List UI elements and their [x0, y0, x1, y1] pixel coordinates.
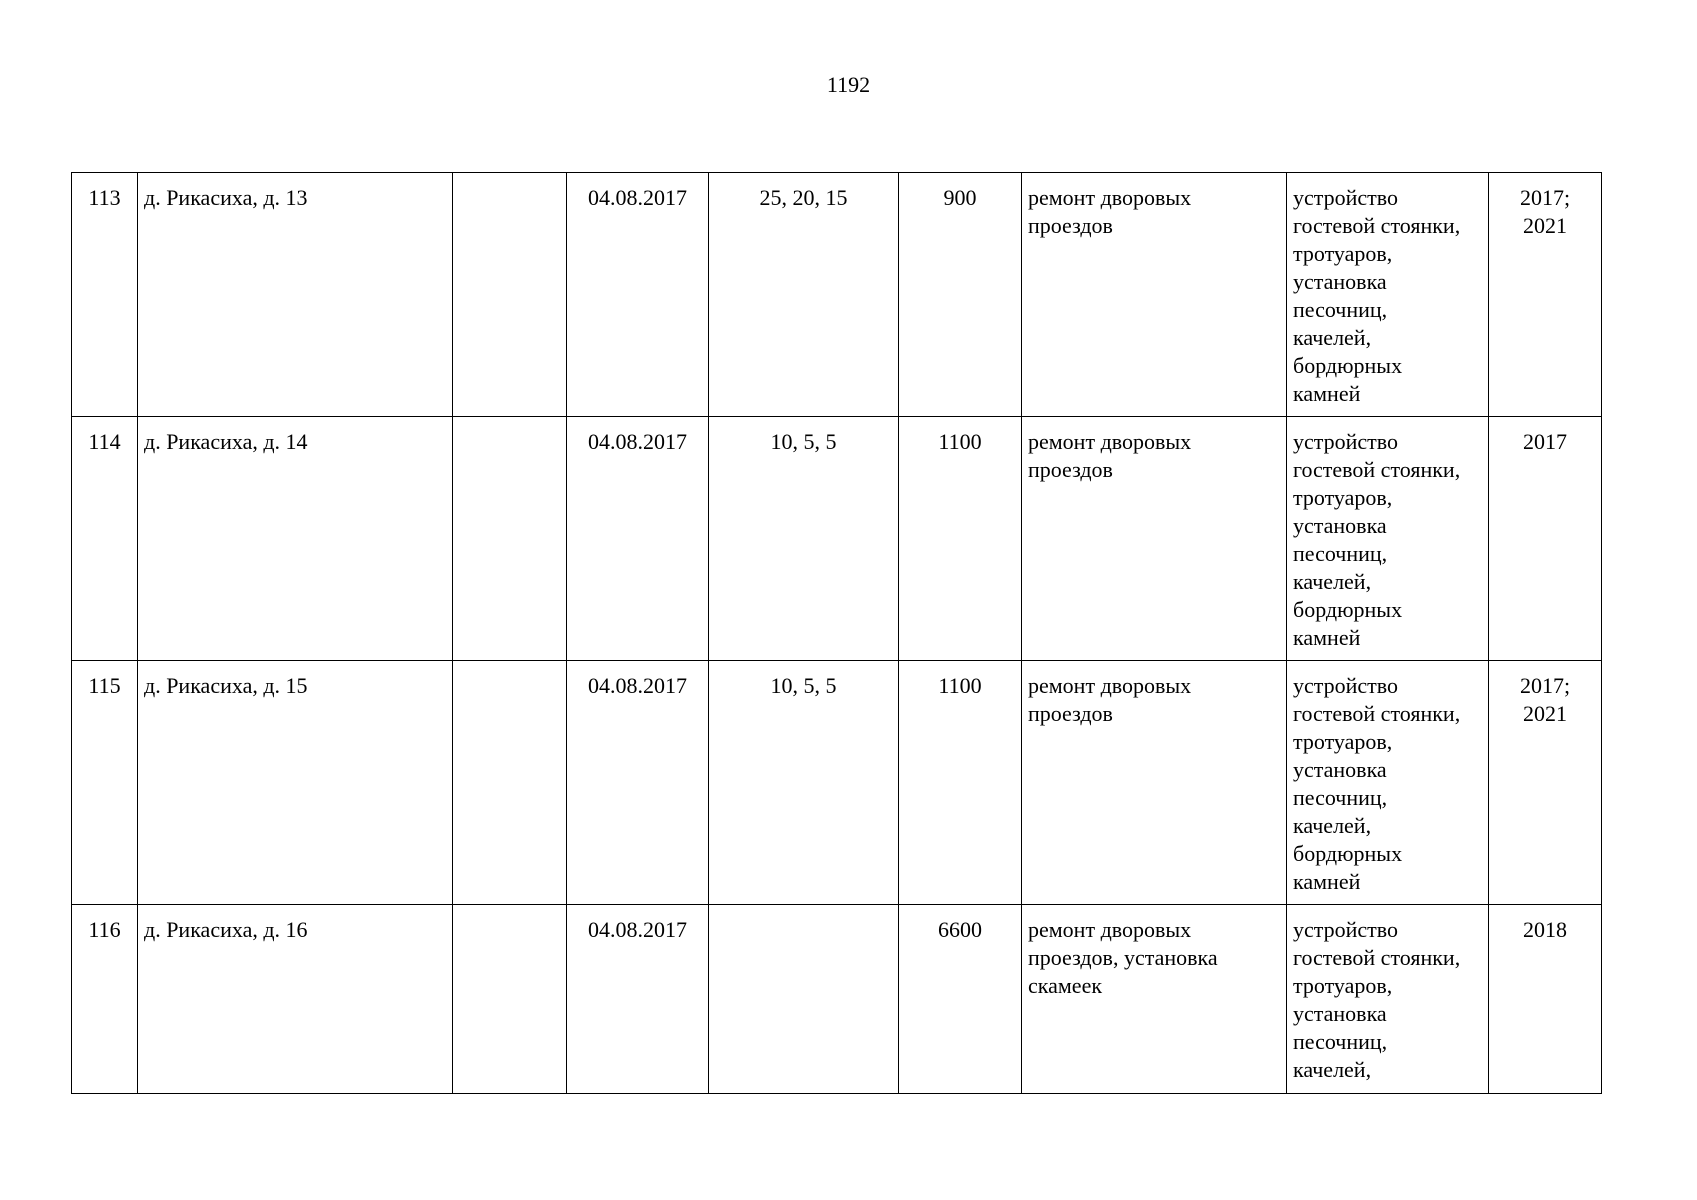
- extra-line: установка: [1293, 513, 1387, 538]
- extra-line: камней: [1293, 869, 1361, 894]
- works-line: проездов: [1028, 457, 1113, 482]
- years-cell: [1489, 661, 1602, 905]
- table-row: [72, 417, 1602, 661]
- extra-line: бордюрных: [1293, 353, 1403, 378]
- works-cell: [1022, 905, 1287, 1094]
- works-line: ремонт дворовых: [1028, 185, 1192, 210]
- extra-line: гостевой стоянки,: [1293, 457, 1461, 482]
- row-number: 113: [72, 173, 138, 417]
- works-cell: [1022, 173, 1287, 417]
- years-line: 2017;: [1519, 185, 1571, 210]
- extra-works-cell: [1287, 173, 1489, 417]
- works-line: ремонт дворовых: [1028, 673, 1192, 698]
- extra-line: тротуаров,: [1293, 241, 1393, 266]
- extra-line: камней: [1293, 625, 1361, 650]
- extra-works-cell: [1287, 417, 1489, 661]
- page-number: 1192: [826, 72, 871, 97]
- improvement-table: [71, 172, 1602, 1094]
- extra-line: бордюрных: [1293, 597, 1403, 622]
- area-cell: 1100: [899, 417, 1022, 661]
- extra-line: бордюрных: [1293, 841, 1403, 866]
- address-cell: д. Рикасиха, д. 15: [138, 661, 453, 905]
- blank-cell: [453, 417, 567, 661]
- extra-line: качелей,: [1293, 1057, 1372, 1082]
- works-line: проездов, установка: [1028, 945, 1218, 970]
- extra-line: песочниц,: [1293, 785, 1388, 810]
- table-row: [72, 905, 1602, 1094]
- extra-works-cell: [1287, 905, 1489, 1094]
- extra-line: качелей,: [1293, 569, 1372, 594]
- blank-cell: [453, 905, 567, 1094]
- row-number: 114: [72, 417, 138, 661]
- address-cell: д. Рикасиха, д. 13: [138, 173, 453, 417]
- table-row: [72, 661, 1602, 905]
- years-line: 2021: [1523, 213, 1567, 238]
- area-cell: 1100: [899, 661, 1022, 905]
- years-line: 2018: [1523, 917, 1567, 942]
- extra-line: качелей,: [1293, 325, 1372, 350]
- works-line: ремонт дворовых: [1028, 429, 1192, 454]
- extra-line: качелей,: [1293, 813, 1372, 838]
- area-cell: 900: [899, 173, 1022, 417]
- dimensions-cell: 10, 5, 5: [709, 417, 899, 661]
- years-line: 2021: [1523, 701, 1567, 726]
- address-cell: д. Рикасиха, д. 14: [138, 417, 453, 661]
- blank-cell: [453, 173, 567, 417]
- extra-line: песочниц,: [1293, 541, 1388, 566]
- extra-line: песочниц,: [1293, 297, 1388, 322]
- row-number: 116: [72, 905, 138, 1094]
- table-body: [72, 173, 1602, 1094]
- row-number: 115: [72, 661, 138, 905]
- dimensions-cell: 10, 5, 5: [709, 661, 899, 905]
- table-row: [72, 173, 1602, 417]
- years-cell: [1489, 905, 1602, 1094]
- extra-line: устройство: [1293, 673, 1399, 698]
- blank-cell: [453, 661, 567, 905]
- extra-line: песочниц,: [1293, 1029, 1388, 1054]
- works-line: проездов: [1028, 701, 1113, 726]
- dimensions-cell: [709, 905, 899, 1094]
- date-cell: 04.08.2017: [567, 173, 709, 417]
- extra-line: установка: [1293, 269, 1387, 294]
- extra-line: тротуаров,: [1293, 973, 1393, 998]
- works-line: проездов: [1028, 213, 1113, 238]
- works-line: ремонт дворовых: [1028, 917, 1192, 942]
- extra-line: тротуаров,: [1293, 485, 1393, 510]
- works-cell: [1022, 661, 1287, 905]
- works-cell: [1022, 417, 1287, 661]
- extra-line: устройство: [1293, 917, 1399, 942]
- works-line: скамеек: [1028, 973, 1103, 998]
- extra-line: камней: [1293, 381, 1361, 406]
- extra-line: устройство: [1293, 429, 1399, 454]
- extra-line: гостевой стоянки,: [1293, 945, 1461, 970]
- address-cell: д. Рикасиха, д. 16: [138, 905, 453, 1094]
- extra-line: устройство: [1293, 185, 1399, 210]
- extra-line: тротуаров,: [1293, 729, 1393, 754]
- years-cell: [1489, 173, 1602, 417]
- extra-works-cell: [1287, 661, 1489, 905]
- date-cell: 04.08.2017: [567, 661, 709, 905]
- dimensions-cell: 25, 20, 15: [709, 173, 899, 417]
- years-line: 2017: [1523, 429, 1567, 454]
- extra-line: установка: [1293, 757, 1387, 782]
- extra-line: гостевой стоянки,: [1293, 701, 1461, 726]
- extra-line: гостевой стоянки,: [1293, 213, 1461, 238]
- years-line: 2017;: [1519, 673, 1571, 698]
- date-cell: 04.08.2017: [567, 417, 709, 661]
- extra-line: установка: [1293, 1001, 1387, 1026]
- area-cell: 6600: [899, 905, 1022, 1094]
- years-cell: [1489, 417, 1602, 661]
- date-cell: 04.08.2017: [567, 905, 709, 1094]
